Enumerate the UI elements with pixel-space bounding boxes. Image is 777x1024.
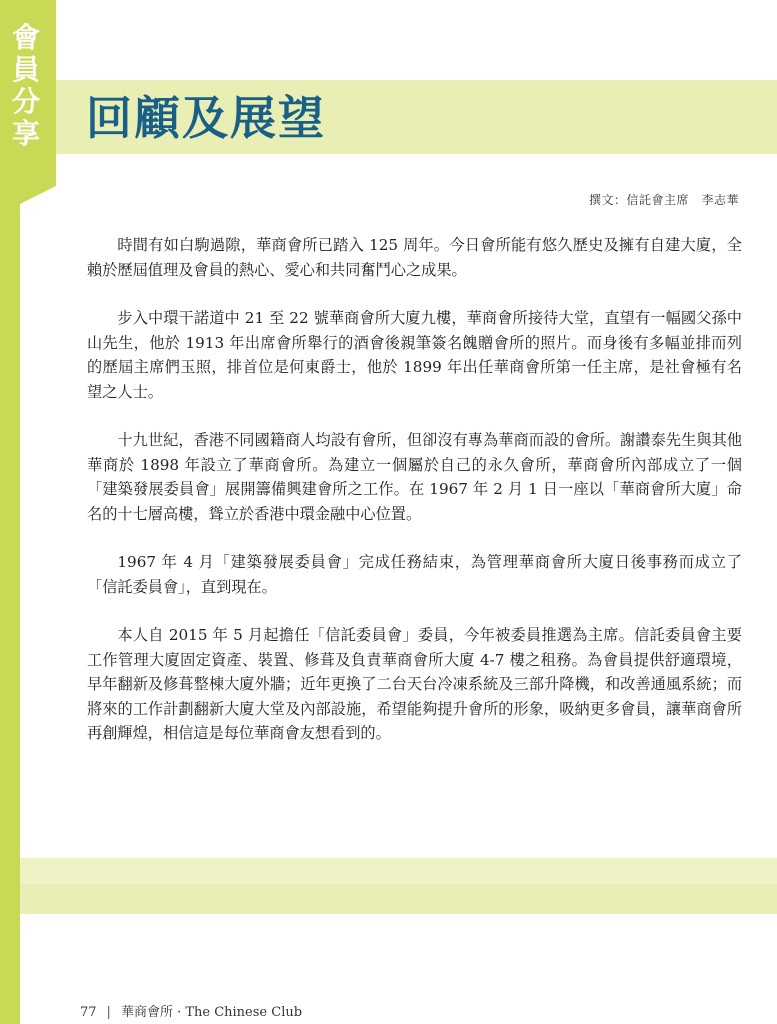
- paragraph: 本人自 2015 年 5 月起擔任「信託委員會」委員，今年被委員推選為主席。信託委員會主要工作管理大廈固定資產、裝置、修葺及負責華商會所大廈 4-7 樓之租務。為會員提供舒適環境，早年翻新及修葺整棟大廈外牆；近年更換了二台天台冷凍系統及三部升降機，和改善通風系統；而將來的工作計劃翻新大廈大堂及內部設施，希望能夠提升會所的形象，吸納更多會員，讓華商會所再創輝煌，相信這是每位華商會友想看到的。: [87, 626, 742, 742]
- section-label: [6, 22, 46, 150]
- publication-name: 華商會所 · The Chinese Club: [120, 1005, 303, 1020]
- footer-separator: |: [106, 1005, 111, 1020]
- section-label-char: 會: [11, 21, 40, 54]
- paragraph: 步入中環干諾道中 21 至 22 號華商會所大廈九樓，華商會所接待大堂，直望有一幅國父孫中山先生，他於 1913 年出席會所舉行的酒會後親筆簽名餽贈會所的照片。而身後有多幅並排而列的歷屆主席們玉照，排首位是何東爵士，他於 1899 年出任華商會所第一任主席，是社會極有名望之人士。: [87, 309, 742, 401]
- decorative-band-inner: [20, 884, 777, 914]
- author-byline: 撰文：信託會主席 李志華: [588, 193, 739, 207]
- paragraph: 時間有如白駒過隙，華商會所已踏入 125 周年。今日會所能有悠久歷史及擁有自建大廈，全賴於歷屆值理及會員的熱心、愛心和共同奮鬥心之成果。: [87, 236, 742, 279]
- paragraph: 1967 年 4 月「建築發展委員會」完成任務結束，為管理華商會所大廈日後事務而成立了「信託委員會」，直到現在。: [87, 553, 742, 596]
- paragraph: 十九世紀，香港不同國籍商人均設有會所，但卻沒有專為華商而設的會所。謝讚泰先生與其他華商於 1898 年設立了華商會所。為建立一個屬於自己的永久會所，華商會所內部成立了一個「建築發展委員會」展開籌備興建會所之工作。在 1967 年 2 月 1 日一座以「華商會所大廈」命名的十七層高樓，聳立於香港中環金融中心位置。: [87, 431, 742, 523]
- page-title: 回顧及展望: [86, 91, 326, 145]
- section-label-char: 享: [11, 117, 40, 150]
- section-tab: [0, 0, 56, 186]
- page-number: 77: [80, 1005, 97, 1020]
- article-body: [87, 233, 742, 770]
- page-footer: [80, 1001, 302, 1020]
- section-label-char: 員: [11, 53, 40, 86]
- section-label-char: 分: [11, 85, 40, 118]
